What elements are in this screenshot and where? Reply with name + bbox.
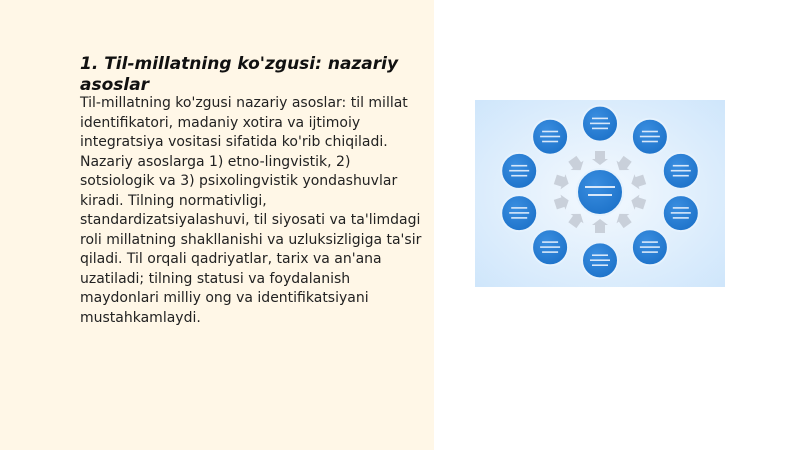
diagram-node-text-line [640, 246, 660, 248]
diagram-node-text-line [592, 254, 608, 256]
radial-diagram-image [475, 100, 725, 287]
diagram-node-text-line [592, 128, 608, 130]
diagram-node-text-line [642, 251, 658, 253]
diagram-node-text-line [511, 175, 527, 177]
diagram-node-text-line [511, 217, 527, 219]
diagram-node-text-line [542, 241, 558, 243]
diagram-node-text-line [542, 141, 558, 143]
diagram-node-text-line [509, 170, 529, 172]
diagram-node-text-line [542, 251, 558, 253]
diagram-node-text-line [540, 246, 560, 248]
diagram-node-text-line [673, 165, 689, 167]
diagram-node-text-line [540, 136, 560, 138]
diagram-node-text-line [673, 207, 689, 209]
diagram-node-text-line [509, 212, 529, 214]
diagram-node-text-line [592, 118, 608, 120]
slide-body-text: Til-millatning ko'zgusi nazariy asoslar: til millat identifikatori, madaniy xotira va ijtimoiy integratsiya vositasi sifatida ko'rib chiqiladi. Nazariy asoslarga 1) etno-lingvistik, 2) sotsiologik va 3) psixolingvistik yondashuvlar kiradi. Tilning normativligi, standardizatsiyalashuvi, til siyosati va ta'limdagi roli millatning shakllanishi va uzluksizligiga ta'sir qiladi. Til orqali qadriyatlar, tarix va an'ana uzatiladi; tilning statusi va foydalanish maydonlari milliy ong va identifikatsiyani mustahkamlaydi. [80, 95, 422, 326]
diagram-node-text-line [642, 141, 658, 143]
slide-title: 1. Til-millatning ko'zgusi: nazariy asoslar [80, 54, 399, 95]
diagram-node-text-line [673, 217, 689, 219]
diagram-node-text-line [673, 175, 689, 177]
radial-diagram-svg [475, 100, 725, 287]
diagram-node-text-line [671, 212, 691, 214]
diagram-node-text-line [642, 241, 658, 243]
diagram-node-text-line [640, 136, 660, 138]
diagram-node-text-line [511, 165, 527, 167]
center-node-text-line [588, 194, 612, 196]
diagram-node-text-line [592, 264, 608, 266]
center-node-text-line [585, 186, 615, 188]
diagram-node-text-line [671, 170, 691, 172]
diagram-node-text-line [590, 259, 610, 261]
diagram-node-text-line [542, 131, 558, 133]
diagram-node-text-line [511, 207, 527, 209]
center-node [577, 169, 623, 215]
diagram-node-text-line [590, 123, 610, 125]
diagram-node-text-line [642, 131, 658, 133]
